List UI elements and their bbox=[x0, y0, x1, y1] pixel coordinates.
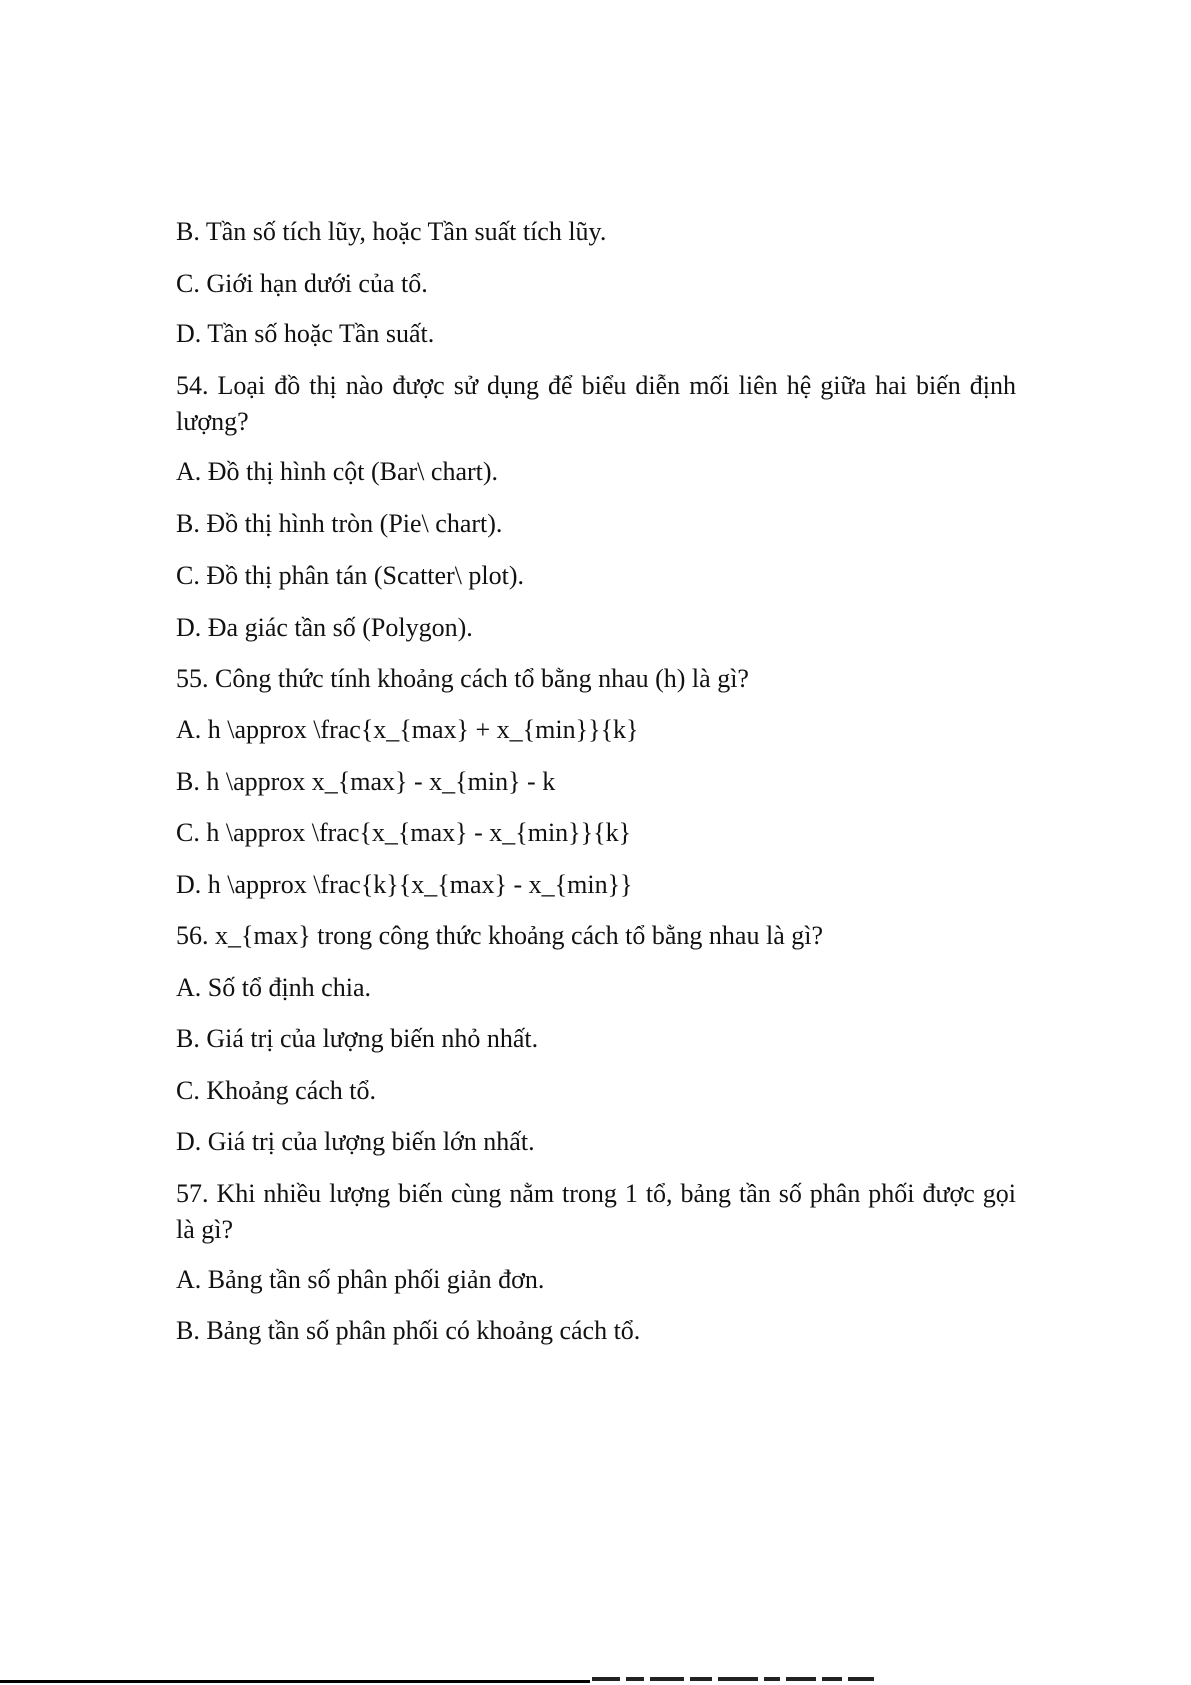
option-56-b: B. Giá trị của lượng biến nhỏ nhất. bbox=[176, 1024, 539, 1053]
option-54-c: C. Đồ thị phân tán (Scatter\ plot). bbox=[176, 561, 525, 590]
option-55-c: C. h \approx \frac{x_{max} - x_{min}}{k} bbox=[176, 818, 632, 847]
option-53-d: D. Tần số hoặc Tần suất. bbox=[176, 319, 435, 348]
cut-off-footer-fragment bbox=[592, 1677, 952, 1685]
question-56: 56. x_{max} trong công thức khoảng cách tổ bằng nhau là gì? bbox=[176, 921, 823, 950]
option-56-c: C. Khoảng cách tổ. bbox=[176, 1076, 377, 1105]
option-55-b: B. h \approx x_{max} - x_{min} - k bbox=[176, 767, 556, 796]
question-57: 57. Khi nhiều lượng biến cùng nằm trong 1 tổ, bảng tần số phân phối được gọi là gì? bbox=[176, 1179, 1016, 1244]
option-53-c: C. Giới hạn dưới của tổ. bbox=[176, 269, 428, 298]
option-54-a: A. Đồ thị hình cột (Bar\ chart). bbox=[176, 457, 499, 486]
option-56-d: D. Giá trị của lượng biến lớn nhất. bbox=[176, 1127, 535, 1156]
option-57-b: B. Bảng tần số phân phối có khoảng cách tổ. bbox=[176, 1316, 641, 1345]
option-54-b: B. Đồ thị hình tròn (Pie\ chart). bbox=[176, 509, 503, 538]
option-54-d: D. Đa giác tần số (Polygon). bbox=[176, 613, 473, 642]
bottom-rule bbox=[0, 1680, 590, 1683]
question-55: 55. Công thức tính khoảng cách tổ bằng nhau (h) là gì? bbox=[176, 664, 749, 693]
question-54: 54. Loại đồ thị nào được sử dụng để biểu diễn mối liên hệ giữa hai biến định lượng? bbox=[176, 371, 1016, 436]
option-56-a: A. Số tổ định chia. bbox=[176, 973, 371, 1002]
option-55-d: D. h \approx \frac{k}{x_{max} - x_{min}} bbox=[176, 870, 633, 899]
option-53-b: B. Tần số tích lũy, hoặc Tần suất tích lũy. bbox=[176, 217, 607, 246]
option-55-a: A. h \approx \frac{x_{max} + x_{min}}{k} bbox=[176, 715, 639, 744]
option-57-a: A. Bảng tần số phân phối giản đơn. bbox=[176, 1265, 545, 1294]
